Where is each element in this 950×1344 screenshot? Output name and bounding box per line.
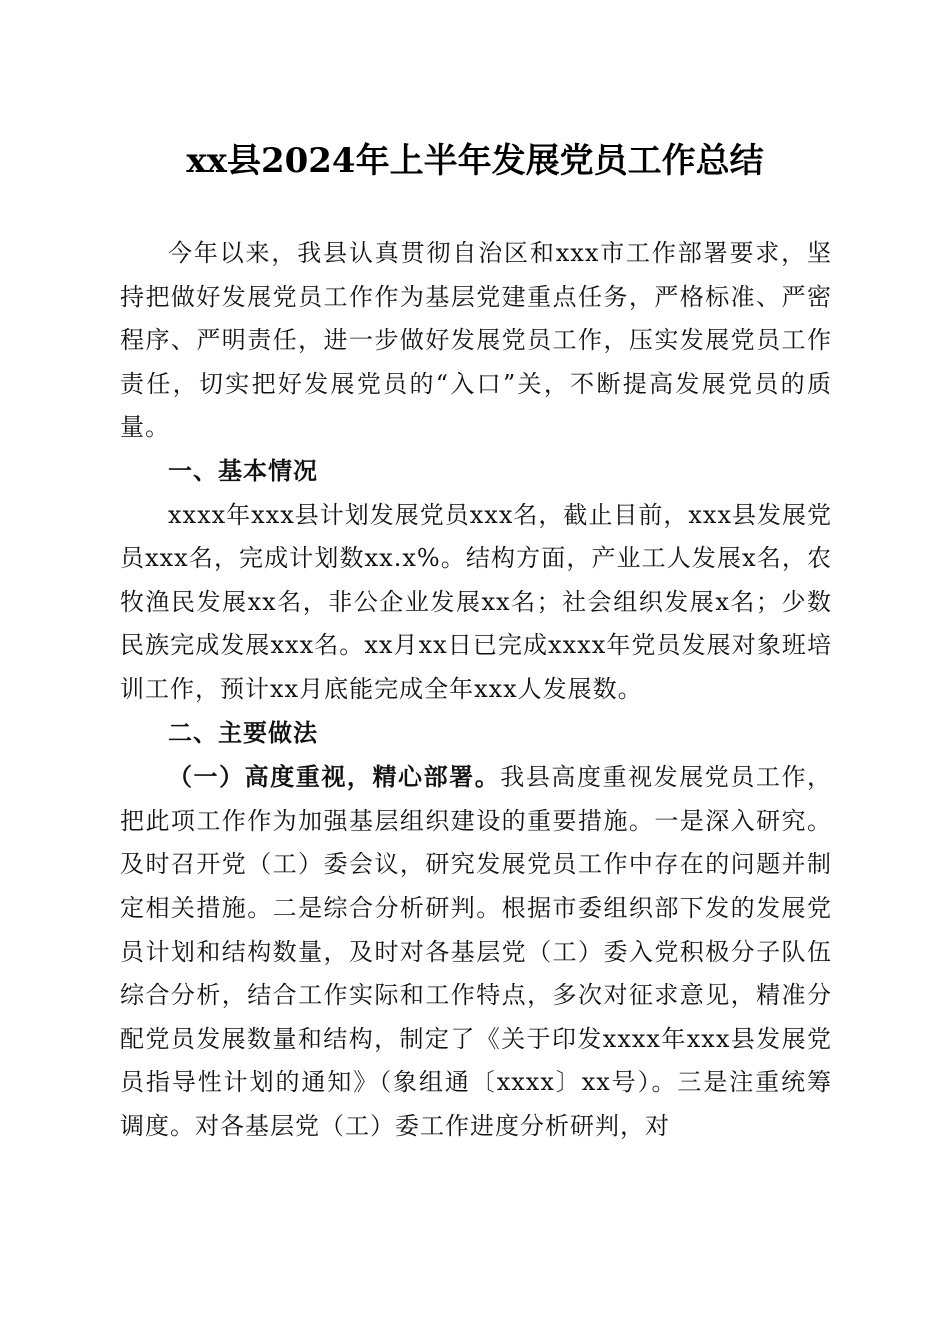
section-heading-main-practices: 二、主要做法 xyxy=(168,718,318,747)
page-title: xx县2024年上半年发展党员工作总结 xyxy=(186,141,764,181)
main-practices-paragraph xyxy=(120,755,832,1148)
subsection-title: （一）高度重视，精心部署。 xyxy=(168,762,501,792)
intro-paragraph: 今年以来，我县认真贯彻自治区和xxx市工作部署要求，坚持把做好发展党员工作作为基层党建重点任务，严格标准、严密程序、严明责任，进一步做好发展党员工作，压实发展党员工作责任，切实把好发展党员的“入口”关，不断提高发展党员的质量。 xyxy=(120,239,832,442)
subsection-text: 我县高度重视发展党员工作，把此项工作作为加强基层组织建设的重要措施。一是深入研究。及时召开党（工）委会议，研究发展党员工作中存在的问题并制定相关措施。二是综合分析研判。根据市委组织部下发的发展党员计划和结构数量，及时对各基层党（工）委入党积极分子队伍综合分析，结合工作实际和工作特点，多次对征求意见，精准分配党员发展数量和结构，制定了《关于印发xxxx年xxx县发展党员指导性计划的通知》（象组通〔xxxx〕xx号）。三是注重统筹调度。对各基层党（工）委工作进度分析研判，对 xyxy=(120,763,833,1140)
section-heading-basic-situation: 一、基本情况 xyxy=(168,456,318,485)
document-body xyxy=(120,232,832,1148)
basic-situation-paragraph: xxxx年xxx县计划发展党员xxx名，截止目前，xxx县发展党员xxx名，完成计划数xx.x%。结构方面，产业工人发展x名，农牧渔民发展xx名，非公企业发展xx名；社会组织发展x名；少数民族完成发展xxx名。xx月xx日已完成xxxx年党员发展对象班培训工作，预计xx月底能完成全年xxx人发展数。 xyxy=(120,500,832,703)
